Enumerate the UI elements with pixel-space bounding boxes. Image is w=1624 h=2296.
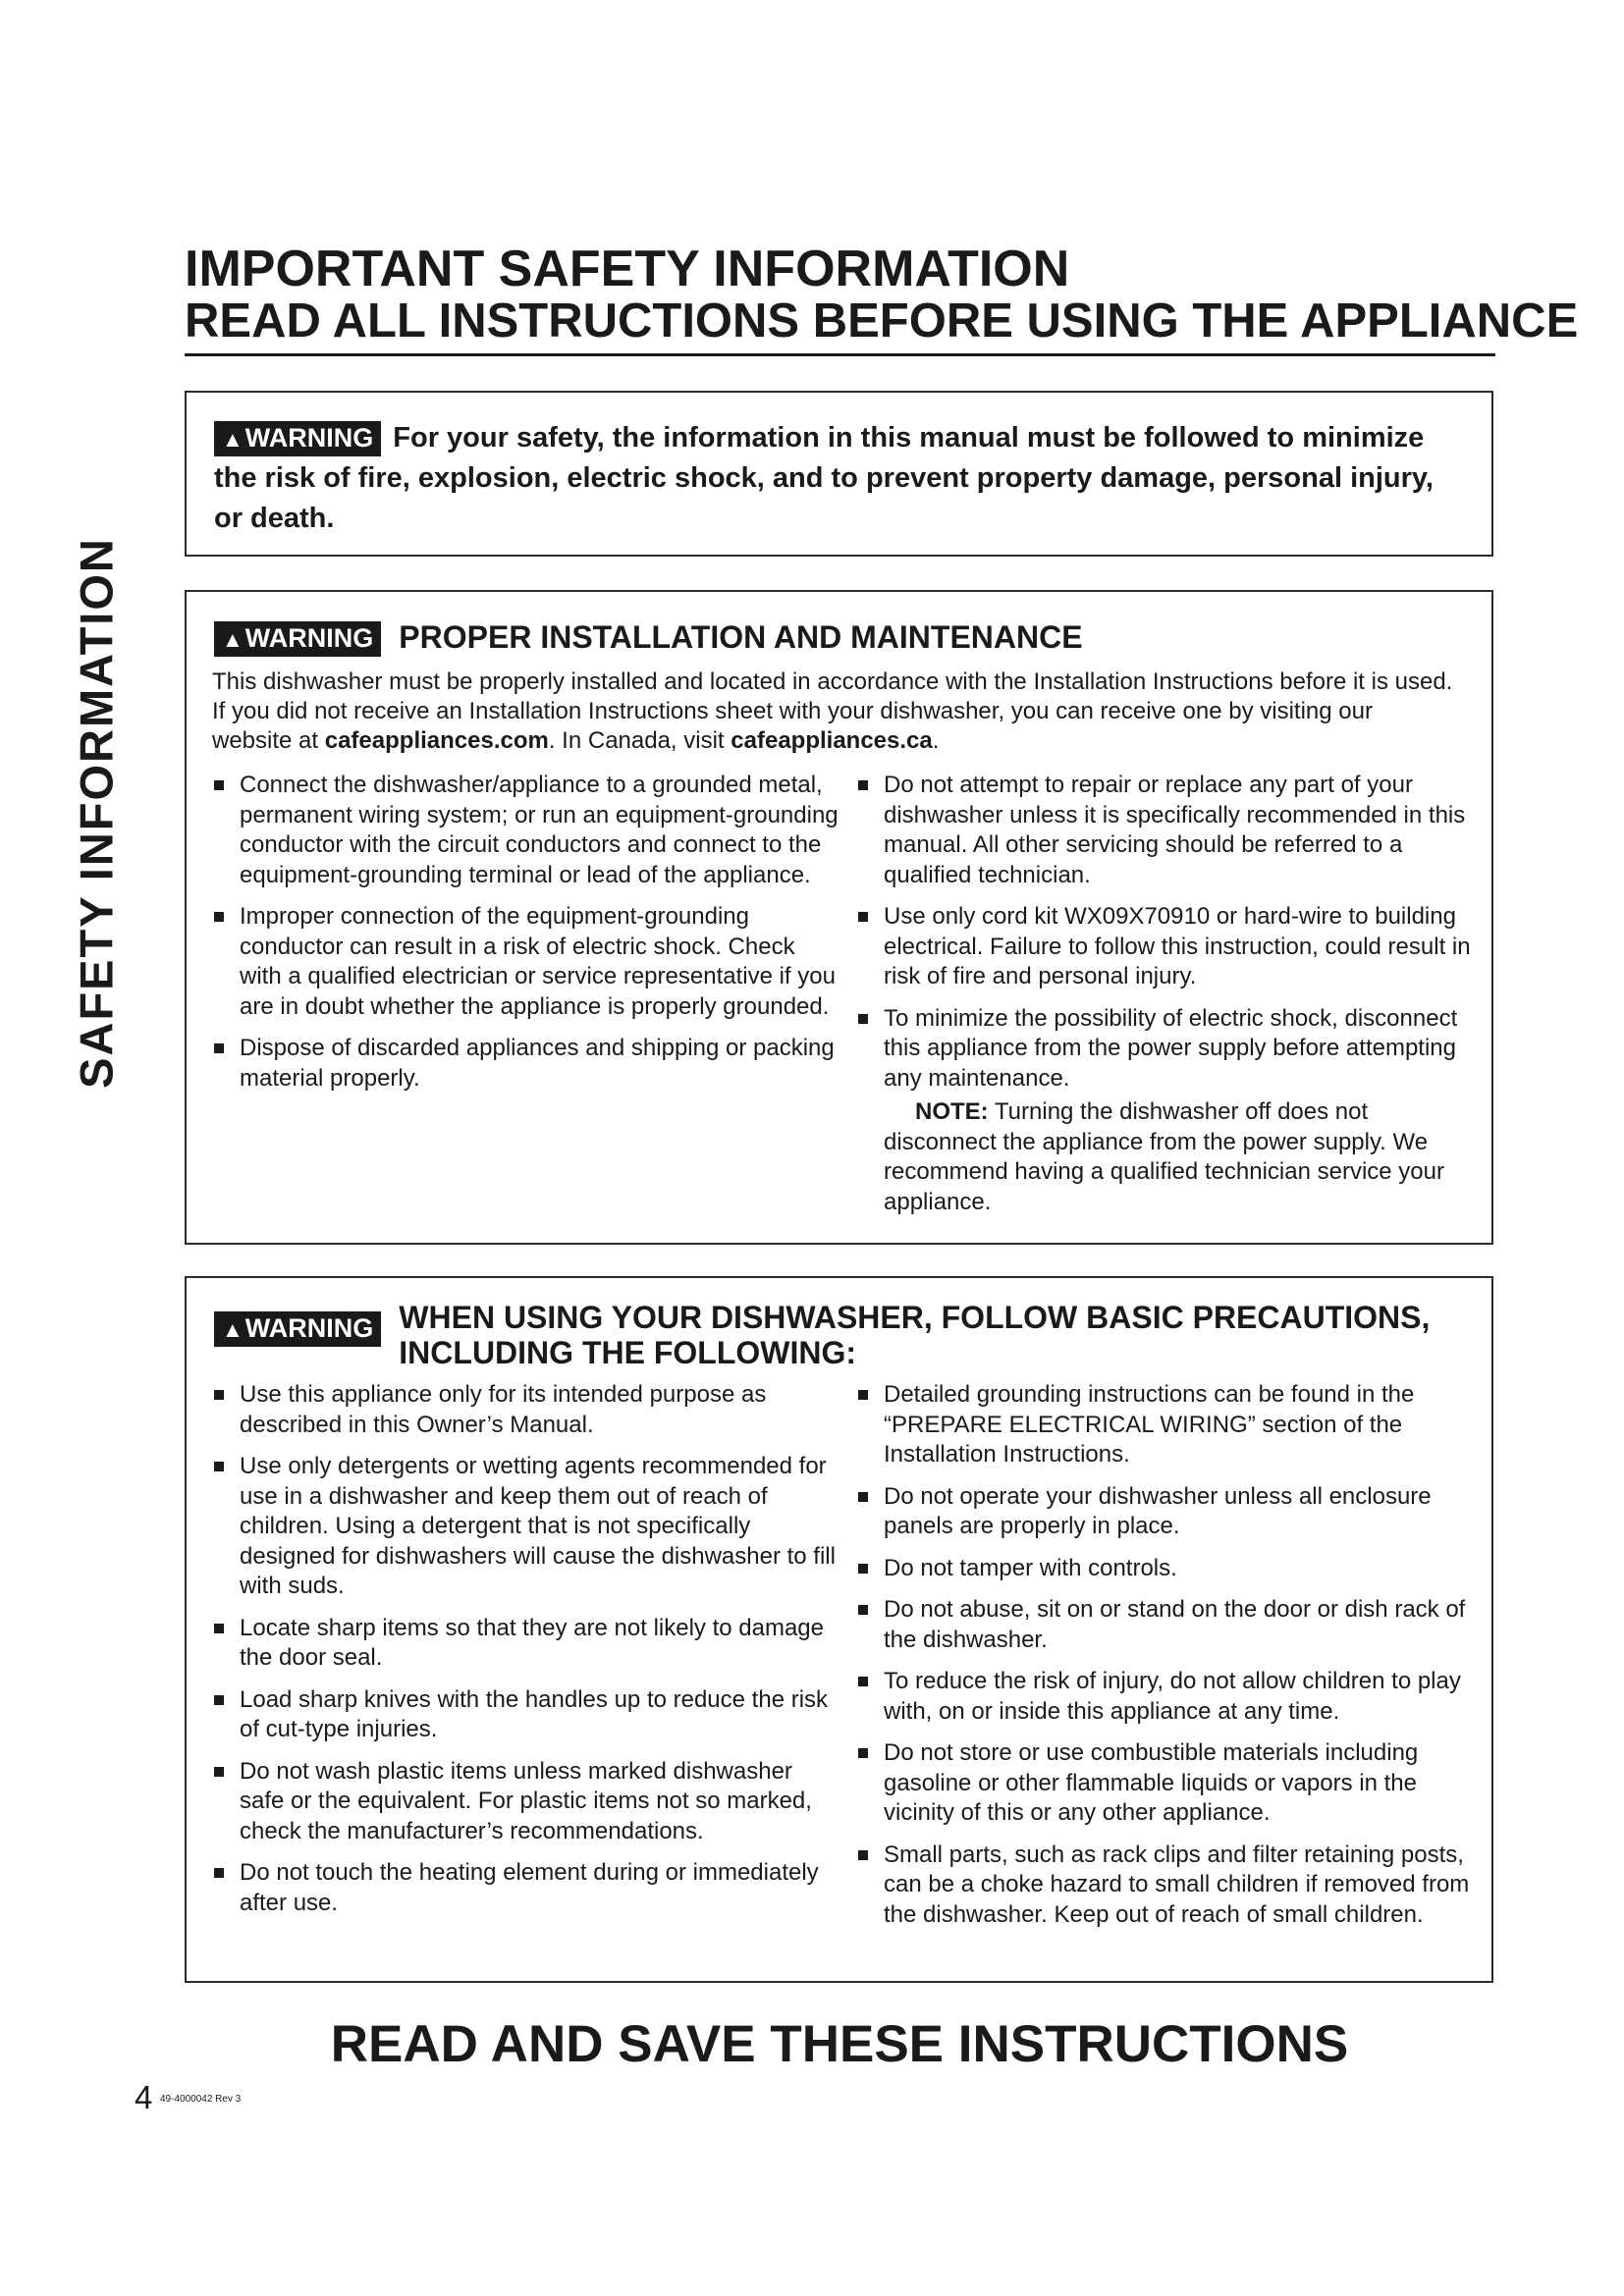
warning-triangle-icon: ▲ bbox=[222, 427, 244, 452]
page-number: 4 bbox=[135, 2079, 153, 2115]
intro-warning-text bbox=[214, 418, 1468, 539]
precautions-right-list bbox=[856, 1380, 1475, 1942]
list-item: Do not attempt to repair or replace any part of your dishwasher unless it is specifically recommended in this manual. All other servicing should be referred to a qualified technician. bbox=[856, 771, 1475, 890]
list-item: Do not touch the heating element during or immediately after use. bbox=[212, 1858, 840, 1918]
document-code: 49-4000042 Rev 3 bbox=[160, 2094, 242, 2105]
list-item: Dispose of discarded appliances and shipping or packing material properly. bbox=[212, 1034, 840, 1094]
installation-paragraph: This dishwasher must be properly installed and located in accordance with the Installation Instructions before it is used. If you did not receive an Installation Instructions sheet with your dishwasher, you can receive one by visiting our website at cafeappliances.com. In Canada, visit cafeappliances.ca. bbox=[212, 668, 1453, 754]
list-item: Use only detergents or wetting agents recommended for use in a dishwasher and keep them out of reach of children. Using a detergent that is not specifically designed for dishwashers will cause the dishwasher to fill with suds. bbox=[212, 1452, 840, 1602]
list-item: Do not store or use combustible materials including gasoline or other flammable liquids or vapors in the vicinity of this or any other appliance. bbox=[856, 1738, 1475, 1829]
list-item: Use only cord kit WX09X70910 or hard-wire to building electrical. Failure to follow this instruction, could result in risk of fire and personal injury. bbox=[856, 902, 1475, 992]
warning-triangle-icon: ▲ bbox=[222, 627, 244, 652]
page-subtitle: READ ALL INSTRUCTIONS BEFORE USING THE APPLIANCE bbox=[185, 294, 1579, 347]
list-item: Do not operate your dishwasher unless all enclosure panels are properly in place. bbox=[856, 1482, 1475, 1542]
page-title: IMPORTANT SAFETY INFORMATION bbox=[185, 240, 1070, 297]
title-divider bbox=[185, 353, 1495, 356]
list-item: To minimize the possibility of electric shock, disconnect this appliance from the power supply before attempting any maintenance. bbox=[856, 1004, 1475, 1095]
website-ca-link: cafeappliances.ca bbox=[731, 727, 933, 754]
footer-title: READ AND SAVE THESE INSTRUCTIONS bbox=[330, 2015, 1349, 2073]
website-link: cafeappliances.com bbox=[324, 727, 549, 754]
installation-warning-box bbox=[185, 590, 1493, 1245]
installation-note: NOTE: Turning the dishwasher off does not disconnect the appliance from the power supply. We recommend having a qualified technician service your appliance. bbox=[884, 1098, 1444, 1215]
list-item: Load sharp knives with the handles up to reduce the risk of cut-type injuries. bbox=[212, 1685, 840, 1745]
list-item: Improper connection of the equipment-grounding conductor can result in a risk of electric shock. Check with a qualified electrician or service representative if you are in doubt whether the appliance is properly grounded. bbox=[212, 902, 840, 1022]
warning-badge: ▲WARNING bbox=[214, 1311, 381, 1347]
list-item: Locate sharp items so that they are not likely to damage the door seal. bbox=[212, 1614, 840, 1674]
precautions-heading-row bbox=[214, 1300, 1472, 1370]
precautions-left-list bbox=[212, 1380, 840, 1930]
installation-heading-row bbox=[214, 619, 1472, 657]
warning-triangle-icon: ▲ bbox=[222, 1317, 244, 1342]
installation-right-list bbox=[856, 771, 1475, 1217]
list-item: Small parts, such as rack clips and filter retaining posts, can be a choke hazard to small children if removed from the dishwasher. Keep out of reach of small children. bbox=[856, 1841, 1475, 1931]
side-tab-label: SAFETY INFORMATION bbox=[70, 537, 123, 1089]
list-item: Do not tamper with controls. bbox=[856, 1554, 1475, 1584]
list-item: To reduce the risk of injury, do not allow children to play with, on or inside this appliance at any time. bbox=[856, 1667, 1475, 1727]
list-item: Detailed grounding instructions can be found in the “PREPARE ELECTRICAL WIRING” section of the Installation Instructions. bbox=[856, 1380, 1475, 1470]
installation-left-list bbox=[212, 771, 840, 1105]
list-item: Do not wash plastic items unless marked dishwasher safe or the equivalent. For plastic items not so marked, check the manufacturer’s recommendations. bbox=[212, 1757, 840, 1847]
list-item: Use this appliance only for its intended purpose as described in this Owner’s Manual. bbox=[212, 1380, 840, 1440]
intro-text: For your safety, the information in this manual must be followed to minimize the risk of fire, explosion, electric shock, and to prevent property damage, personal injury, or death. bbox=[214, 422, 1434, 534]
list-item: Do not abuse, sit on or stand on the door or dish rack of the dishwasher. bbox=[856, 1595, 1475, 1655]
intro-warning-box bbox=[185, 391, 1493, 557]
warning-badge: ▲WARNING bbox=[214, 621, 381, 657]
precautions-heading: WHEN USING YOUR DISHWASHER, FOLLOW BASIC PRECAUTIONS, INCLUDING THE FOLLOWING: bbox=[399, 1300, 1431, 1370]
installation-heading: PROPER INSTALLATION AND MAINTENANCE bbox=[399, 619, 1083, 655]
precautions-warning-box bbox=[185, 1276, 1493, 1983]
note-label: NOTE: bbox=[915, 1098, 989, 1125]
list-item: Connect the dishwasher/appliance to a grounded metal, permanent wiring system; or run an equipment-grounding conductor with the circuit conductors and connect to the equipment-grounding terminal or lead of the appliance. bbox=[212, 771, 840, 890]
warning-badge: ▲WARNING bbox=[214, 421, 381, 456]
